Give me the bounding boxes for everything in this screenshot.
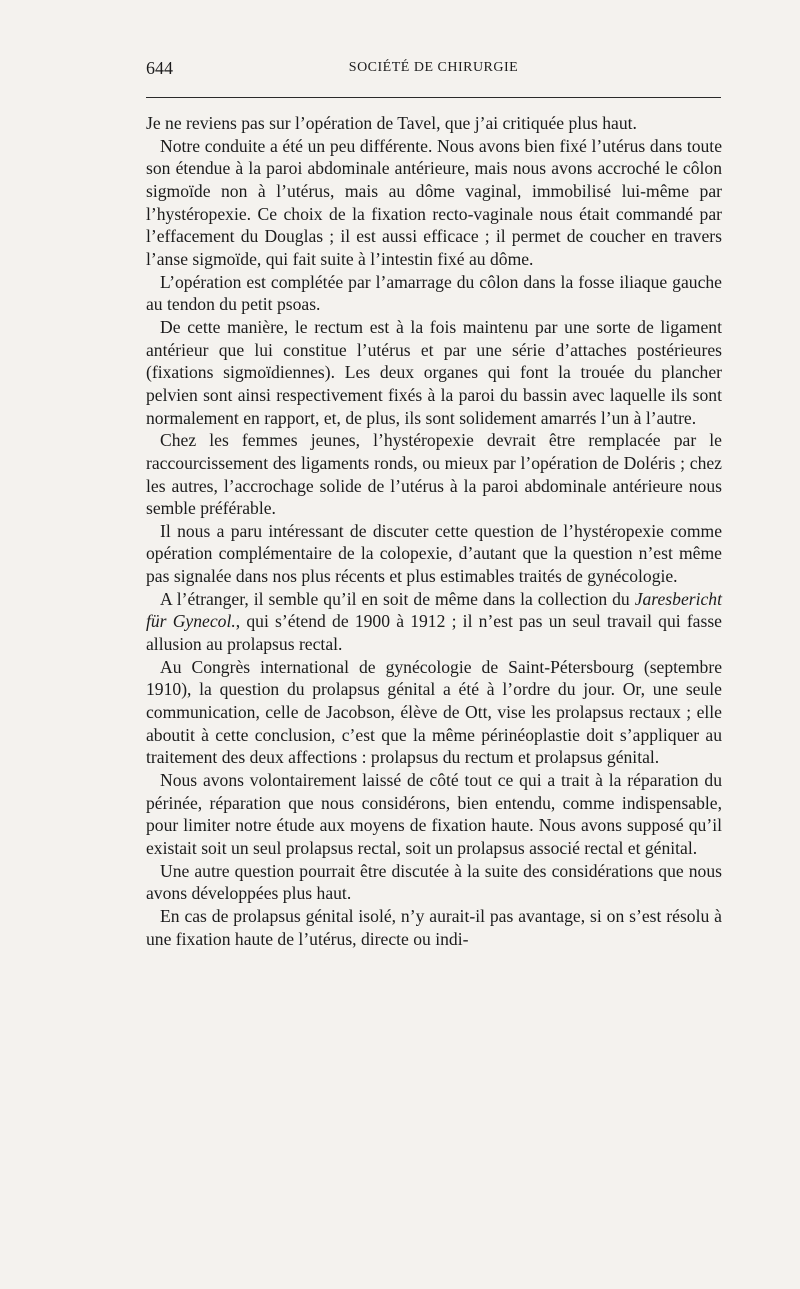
paragraph: Chez les femmes jeunes, l’hystéropexie devrait être remplacée par le raccourcissement des ligaments ronds, ou mieux par l’opération de Doléris ; chez les autres, l’accrochage solide de l’utérus à la paroi abdominale antérieure nous semble préférable. [146,430,722,519]
paragraph: Une autre question pourrait être discutée à la suite des considérations que nous avons développées plus haut. [146,860,722,904]
paragraph: L’opération est complétée par l’amarrage du côlon dans la fosse iliaque gauche au tendon du petit psoas. [146,271,722,315]
paragraph: De cette manière, le rectum est à la fois maintenu par une sorte de ligament antérieur que lui constitue l’utérus et par une série d’attaches postérieures (fixations sigmoïdiennes). Les deux organes qui font la trouée du plancher pelvien sont ainsi respectivement fixés à la paroi du bassin avec laquelle ils sont normalement en rapport, et, de plus, ils sont solidement amarrés l’un à l’autre. [146,316,722,428]
paragraph: En cas de prolapsus génital isolé, n’y aurait-il pas avantage, si on s’est résolu à une fixation haute de l’utérus, directe ou indi- [146,905,722,949]
header-rule [146,97,721,98]
paragraph-text: , qui s’étend de 1900 à 1912 ; il n’est pas un seul travail qui fasse allusion au prolapsus rectal. [146,611,722,655]
running-title: SOCIÉTÉ DE CHIRURGIE [348,60,519,75]
paragraph: Nous avons volontairement laissé de côté tout ce qui a trait à la réparation du périnée, réparation que nous considérons, bien entendu, comme indispensable, pour limiter notre étude aux moyens de fixation haute. Nous avons supposé qu’il existait soit un seul prolapsus rectal, soit un prolapsus associé rectal et génital. [146,770,722,858]
page-header [146,58,721,82]
paragraph: Au Congrès international de gynécologie de Saint-Pétersbourg (septembre 1910), la question du prolapsus génital a été à l’ordre du jour. Or, une seule communication, celle de Jacobson, élève de Ott, vise les prolapsus rectaux ; elle aboutit à cette conclusion, c’est que la même périnéoplastie doit s’appliquer au traitement des deux affections : prolapsus du rectum et prolapsus génital. [146,656,722,768]
cited-title: Jaresbericht für Gynecol. [146,588,722,632]
body-text [146,112,722,950]
paragraph-jaresbericht [146,588,722,656]
paragraph: Je ne reviens pas sur l’opération de Tavel, que j’ai critiquée plus haut. [146,113,637,133]
paragraph: Il nous a paru intéressant de discuter cette question de l’hystéropexie comme opération complémentaire de la colopexie, d’autant que la question n’est même pas signalée dans nos plus récents et plus estimables traités de gynécologie. [146,520,722,587]
page-number: 644 [146,58,173,78]
paragraph: Notre conduite a été un peu différente. Nous avons bien fixé l’utérus dans toute son étendue à la paroi abdominale antérieure, mais nous avons accroché le côlon sigmoïde non à l’utérus, mais au dôme vaginal, immobilisé lui-même par l’hystéropexie. Ce choix de la fixation recto-vaginale nous était commandé par l’effacement du Douglas ; il est aussi efficace ; il permet de coucher en travers l’anse sigmoïde, qui fait suite à l’intestin fixé au dôme. [146,135,722,269]
paragraph-text: A l’étranger, il semble qu’il en soit de même dans la collection du [160,588,635,609]
